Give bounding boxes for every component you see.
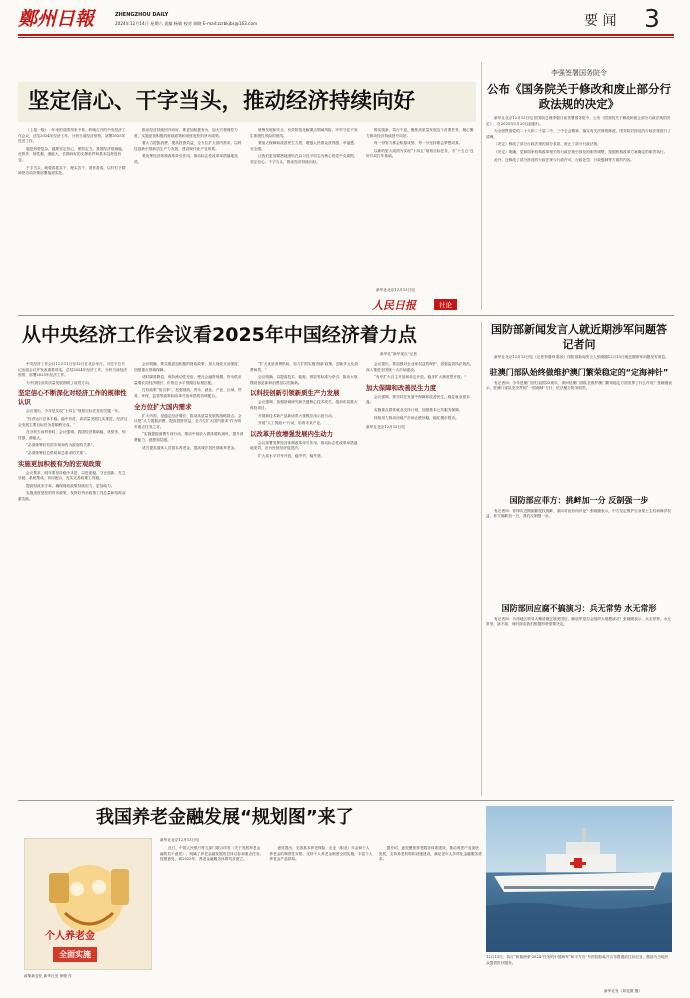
story-paragraph: 扩大内需，是稳定经济增长、推动高质量发展的战略基点。会议把“大力提振消费、提高投资效益，全方位扩大国内需求”作为明年重点任务之首。	[134, 413, 242, 429]
story-subhead: 全方位扩大国内需求	[134, 402, 192, 411]
story-paragraph: 会议强调，要坚持在发展中保障和改善民生，稳住就业基本盘。	[366, 394, 470, 405]
story-paragraph: 持续用力推动房地产市场止跌回稳，稳住楼市股市。	[374, 415, 459, 420]
photo-credit: 新华社发（刘北图 摄）	[604, 989, 643, 993]
brief-headline: 国防部应菲方：挑衅加一分 反制强一步	[509, 495, 649, 505]
pension-byline: 新华社北京12月13日电	[160, 838, 199, 842]
vertical-divider	[481, 322, 482, 796]
masthead-rule-thin	[18, 37, 674, 38]
illustration-caption: 政策新变化 新华社发 徐骏 作	[24, 974, 72, 978]
pension-headline: 我国养老金融发展“规划图”来了	[96, 807, 354, 828]
story-paragraph: “扩大优质消费供给，加力扩围实施‘两新’政策，创新多元化消费场景。”	[250, 362, 359, 372]
brief-headline: 国防部回应腐不搞演习：兵无常势 水无常形	[501, 603, 657, 613]
vertical-divider	[481, 62, 482, 310]
masthead-rule	[18, 34, 674, 36]
story-paragraph: 开展“人工智能+”行动，培育未来产业。	[258, 421, 324, 426]
editorial-paragraph: 推动经济持续回升向好，要更加积极有为，加大宏观调控力度，实施更加积极的财政政策和适度宽松的货币政策。	[134, 128, 238, 138]
editorial-body	[18, 128, 476, 310]
photo-caption: 12月13日，执行“和谐使命-2024”任务的中国海军“和平方舟”号医院船离开吉布提港前往肯尼亚，继续为当地民众提供医疗服务。	[486, 955, 669, 965]
story-paragraph: 实施适度宽松的货币政策，发挥好货币政策工具总量和结构双重功能。	[18, 491, 126, 501]
section-divider	[18, 800, 674, 801]
pension-paragraph: 近日，中国人民银行等九部门联合印发《关于发展养老金融的若干意见》，明确了养老金融发展的总体目标和重点任务。按照意见，到2025年，养老金融服务体系初步建立。	[160, 846, 264, 862]
story-paragraph: 开展新技术新产品新场景大规模应用示范行动。	[258, 413, 336, 418]
main-story-byline: 新华社“新华视点”记者	[380, 352, 417, 356]
editorial-byline: 新华社北京12月13日电	[376, 288, 415, 292]
brief-body: 有记者问：菲律宾近期频繁侵权挑衅，请问对此有何评论？张晓刚表示，中方坚定维护自身领土主权和海洋权益，菲方挑衅加一分，我们反制强一步。	[486, 508, 671, 519]
story-paragraph: 中央经济工作会议12月11日至12日在北京举行。习近平总书记出席会议并发表重要讲话，总结2024年经济工作，分析当前经济形势，部署2025年经济工作。	[18, 362, 127, 378]
story-paragraph: 会议提出，要加强对企业家权益的保护，加强监管执法规范，深入推进全国统一大市场建设。	[366, 362, 474, 372]
editorial-paragraph: 让我们更加紧密地团结在以习近平同志为核心的党中央周围，坚定信心、干字当头，推动经济持续向好。	[250, 154, 358, 164]
editorial-paragraph: 越是形势复杂，越要坚定信心、保持定力。我国经济基础稳、优势多、韧性强、潜能大，长期向好的支撑条件和基本趋势没有变。	[18, 146, 126, 162]
editorial-paragraph: 统筹发展和安全，有效防范化解重点领域风险，牢牢守住不发生系统性风险的底线。	[250, 128, 358, 138]
pension-paragraph: 意见提出，完善基本养老保险、企业（职业）年金和个人养老金的制度性安排，支持个人养老金制度全国实施，丰富个人养老金产品供给。	[269, 846, 373, 862]
editorial-col-2	[134, 128, 244, 310]
masthead-info: 2024年12月14日 星期六 责编 杨敏 校对 胡晓 E-mail:zzrbkjbs@163.com	[115, 21, 258, 26]
editorial-col-1	[18, 128, 128, 310]
editorial-paragraph: 要发挥经济体制改革牵引作用，推动标志性改革举措落地见效。	[134, 154, 238, 164]
editorial-col-4	[366, 128, 476, 310]
story-subhead: 加大保障和改善民生力度	[366, 383, 437, 392]
story-paragraph: 会议明确，以提高技术、能耗、排放等标准为牵引，推动大规模设备更新和消费品以旧换新。	[250, 375, 358, 385]
notice-paragraph: 新华社北京12月13日电 国务院总理李强日前签署国务院令，公布《国务院关于修改和废止部分行政法规的决定》，自2025年1月20日起施行。	[486, 116, 671, 126]
story-subhead: 以科技创新引领新质生产力发展	[250, 389, 340, 398]
notice-kicker: 李强签署国务院令	[551, 69, 607, 77]
story-paragraph: 打好政策“组合拳”，加强财政、货币、就业、产业、区域、贸易、环保、监管等政策和改革开放举措的协调配合。	[134, 388, 242, 398]
story-subhead: 坚定信心不断深化对经济工作的规律性认识	[18, 389, 127, 407]
brief-headline: 国防部新闻发言人就近期涉军问题答记者问	[491, 323, 667, 351]
main-story-col-4	[366, 362, 476, 792]
page-number: 3	[644, 4, 660, 33]
brief-headline: 驻澳门部队始终做维护澳门繁荣稳定的“定海神针”	[489, 367, 669, 377]
editorial-paragraph: 要大力提振消费、提高投资效益，全方位扩大国内需求，以科技创新引领新质生产力发展，建设现代化产业体系。	[134, 141, 242, 151]
story-paragraph: 实施重点群体就业支持计划，加强基本公共服务保障。	[374, 407, 463, 412]
editorial-paragraph: 以新的更大成绩为实现“十四五”规划目标任务、为“十五五”良好开局打牢基础。	[366, 148, 474, 159]
editorial-paragraph: （上接一版）一年来的成绩得来不易，昨晚召开的中央经济工作会议，总结2024年经济工作，分析当前经济形势，部署2025年经济工作。	[18, 128, 126, 144]
brief-body: 有记者问：台湾地区领导人赖清德过境美国后，解放军是否会组织大规模演习？张晓刚表示，兵无常势，水无常形，演不演、何时演由我们根据形势需要决定。	[486, 616, 671, 627]
story-paragraph: “必须统筹好总供给和总需求的关系”。	[26, 450, 89, 455]
story-paragraph: “实施提振消费专项行动，推动中低收入群体增收减负，提升消费能力、意愿和层级。”	[134, 432, 244, 442]
main-story-headline: 从中央经济工作会议看2025年中国经济着力点	[22, 324, 417, 346]
editorial-paragraph: 要加大保障和改善民生力度，增强人民群众获得感、幸福感、安全感。	[250, 141, 358, 151]
main-story-col-3	[250, 362, 360, 792]
illustration-banner: 全面实施	[53, 947, 97, 962]
editorial-col-3	[250, 128, 360, 310]
story-paragraph: 在分析当前形势时，会议强调，我国经济基础稳、优势多、韧性强、潜能大。	[18, 430, 126, 440]
story-subhead: 实施更加积极有为的宏观政策	[18, 459, 102, 468]
main-story-body	[18, 362, 476, 792]
section-divider	[18, 315, 674, 316]
editorial-paragraph: 干字当头，就要真抓实干、埋头苦干、善作善成，以钉钉子精神把各项决策部署落到实处。	[18, 165, 126, 176]
editorial-paragraph: 每一份努力都会积厚成势，每一分坚持都会梦想成真。	[374, 141, 463, 146]
notice-body	[486, 116, 672, 304]
story-paragraph: 会议部署发挥经济体制改革牵引作用，推动标志性改革举措落地见效，出台民营经济促进法。	[250, 440, 358, 451]
masthead-logo: 鄭州日報	[18, 8, 95, 30]
notice-paragraph: 《决定》明确，党和国家机构改革相关的行政法规中涉及的职责调整，按照机构改革方案确定的职责执行。	[494, 149, 668, 154]
story-paragraph: “必须统筹好有效市场和有为政府的关系”。	[26, 443, 97, 448]
masthead	[18, 4, 674, 44]
story-dateline: 新华社北京12月12日电	[366, 425, 405, 430]
notice-paragraph: 《决定》修改了部分行政法规的部分条款，废止了部分行政法规。	[494, 142, 601, 147]
brief-body: 新华社北京12月13日电（记者李继舜 陈欣）国防部新闻发言人张晓刚12月13日就近期涉军问题发布消息。	[494, 355, 669, 359]
ship-graphic	[486, 806, 672, 952]
story-paragraph: 为中国经济高质量发展指明了前进方向。	[26, 380, 93, 385]
masthead-english: ZHENGZHOU DAILY	[115, 12, 169, 18]
story-paragraph: “经济运行总体平稳、稳中有进，高质量发展扎实推进，经济社会发展主要目标任务将顺利完成。”	[18, 416, 128, 427]
story-paragraph: 会议强调，加强基础研究和关键核心技术攻关，超前布局重大科技项目。	[250, 400, 358, 410]
brief-body: 有记者问：今年是澳门回归祖国25周年，请问驻澳门部队在维护澳门繁荣稳定方面发挥了什么作用？张晓刚表示，驻澳门部队坚决贯彻“一国两制”方针，依法履行防务职责。	[486, 380, 672, 391]
ship-photo	[486, 806, 672, 952]
pension-body	[160, 846, 482, 986]
story-paragraph: 适时降准降息，保持流动性充裕，使社会融资规模、货币供应量增长同经济增长、价格总水平预期目标相匹配。	[134, 375, 242, 385]
story-subhead: 以改革开放增强发展内生动力	[250, 429, 334, 438]
main-story-col-1	[18, 362, 128, 792]
pension-illustration	[24, 838, 152, 970]
notice-paragraph: 为全面贯彻党的二十大和二十届二中、三中全会精神，落实有关法律的修改，国务院对涉及的行政法规进行了清理。	[486, 129, 671, 139]
editorial-headline: 坚定信心、干字当头，推动经济持续向好	[28, 89, 416, 114]
main-story-col-2	[134, 362, 244, 792]
story-paragraph: “有序扩大自主开放和单边开放，稳步扩大制度型开放。”	[374, 375, 467, 380]
notice-headline: 公布《国务院关于修改和废止部分行政法规的决定》	[487, 82, 671, 111]
pension-paragraph: 据介绍，意见聚焦养老服务体系建设，推动养老产业加快发展，支持养老机构和设施建设，满足老年人多样化金融服务需求。	[378, 846, 482, 862]
illustration-label: 个人养老金	[45, 931, 95, 942]
story-paragraph: 适当提高退休人员基本养老金，提高城乡居民基础养老金。	[142, 445, 238, 450]
editorial-source-logo: 人民日报	[372, 299, 416, 312]
editorial-paragraph: 惟实励新，笃行不怠。聚焦高质量发展这个首要任务，凝心聚力推动经济持续回升向好。	[366, 128, 474, 138]
story-paragraph: 会议明确，要实施更加积极的财政政策，加大财政支出强度，加强重点领域保障。	[134, 362, 242, 372]
story-paragraph: 提高财政赤字率，确保财政政策持续用力、更加给力。	[26, 483, 115, 488]
story-paragraph: 扩大高水平对外开放，稳外贸、稳外资。	[258, 453, 325, 458]
story-paragraph: 会议要求，明年要坚持稳中求进、以进促稳，守正创新、先立后破，系统集成、协同配合，充实完善政策工具箱。	[18, 470, 126, 481]
section-title: 要 闻	[584, 13, 617, 29]
notice-paragraph: 此外，还修改了部分涉及的行政法规与行政许可、行政处罚、行政强制等方面的内容。	[494, 157, 635, 162]
story-paragraph: 会议指出，今年是实现“十四五”规划目标任务的关键一年。	[26, 409, 122, 414]
editorial-tag: 社论	[434, 299, 457, 310]
briefs-column	[486, 322, 672, 796]
